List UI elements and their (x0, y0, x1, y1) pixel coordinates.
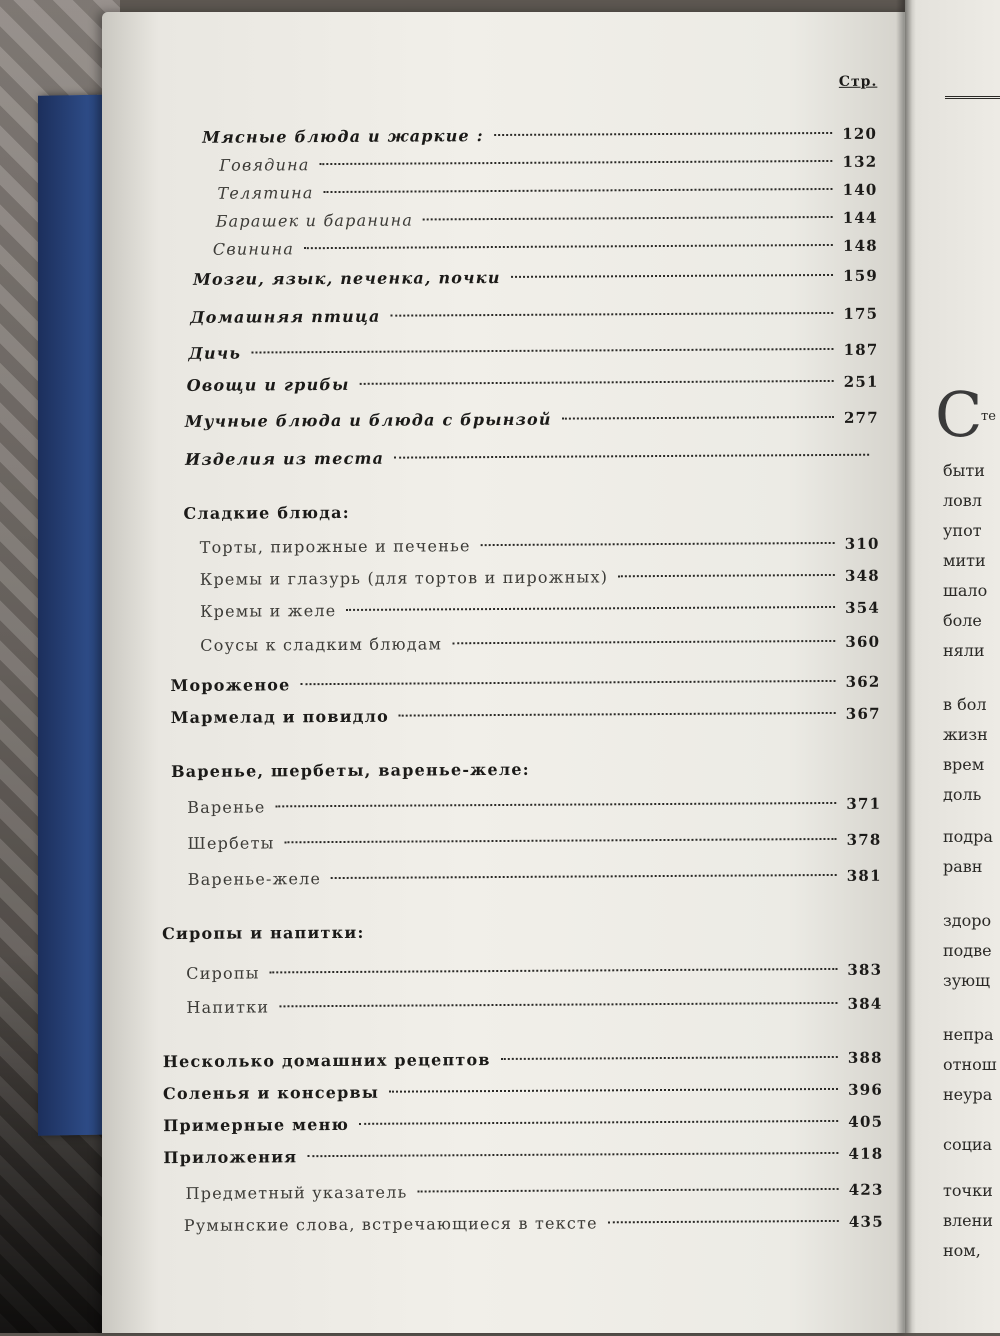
toc-entry-label: Дичь (188, 343, 242, 363)
dot-leader (346, 606, 835, 611)
toc-entry-label: Овощи и грибы (186, 374, 350, 395)
toc-entry-label: Домашняя птица (190, 306, 381, 327)
dot-leader (494, 132, 832, 136)
text-fragment: влени (943, 1211, 993, 1230)
toc-entry-meat (202, 124, 877, 154)
dot-leader (452, 640, 835, 644)
text-fragment: шало (943, 581, 988, 600)
toc-entry-home-recipes (163, 1048, 883, 1078)
toc-entry-pickles (163, 1080, 883, 1110)
text-fragment: жизн (943, 725, 988, 744)
toc-entry-label: Приложения (163, 1147, 298, 1168)
toc-entry-label: Варенье-желе (187, 869, 322, 889)
text-fragment: подве (943, 941, 992, 960)
toc-entry-beef (219, 152, 877, 182)
toc-entry-label: Сиропы (186, 963, 260, 983)
dot-leader (251, 348, 833, 354)
text-fragment: мити (943, 551, 986, 570)
toc-entry-page: 360 (845, 632, 881, 651)
dot-leader (562, 416, 834, 420)
toc-entry-page: 175 (843, 304, 879, 323)
toc-entry-lamb (216, 208, 878, 238)
toc-entry-page: 384 (847, 994, 883, 1013)
toc-entry-page: 367 (845, 704, 881, 723)
toc-entry-game (188, 340, 878, 370)
page-column-header: Стр. (838, 73, 878, 90)
toc-entry-syrups (186, 960, 882, 990)
text-fragment: ном, (943, 1241, 981, 1260)
toc-entry-page: 144 (842, 208, 878, 227)
toc-entry-cakes (200, 534, 880, 564)
dot-leader (394, 454, 869, 459)
dot-leader (389, 1088, 838, 1093)
toc-entry-page: 277 (843, 408, 879, 427)
dot-leader (608, 1220, 839, 1223)
toc-entry-page: 418 (848, 1144, 884, 1163)
text-fragment: неура (943, 1085, 993, 1104)
toc-entry-label: Мозги, язык, печенка, почки (192, 267, 501, 289)
dot-leader (324, 188, 833, 193)
text-fragment: непра (943, 1025, 994, 1044)
toc-entry-page: 381 (846, 866, 882, 885)
dot-leader (307, 1152, 838, 1157)
toc-entry-page: 435 (848, 1212, 884, 1231)
toc-entry-page: 371 (846, 794, 882, 813)
dot-leader (501, 1056, 838, 1060)
toc-entry-label: Телятина (217, 183, 314, 203)
dot-leader (304, 244, 833, 249)
toc-entry-offal (193, 266, 878, 296)
text-fragment: доль (943, 785, 982, 804)
toc-entry-sherbets (187, 830, 881, 860)
dot-leader (285, 838, 837, 843)
toc-entry-page: 378 (846, 830, 882, 849)
dot-leader (300, 680, 835, 685)
toc-entry-romanian-words (184, 1212, 884, 1242)
text-fragment: боле (943, 611, 982, 630)
text-fragment: здоро (943, 911, 992, 930)
toc-entry-label: Мясные блюда и жаркие : (202, 126, 484, 147)
toc-entry-poultry (190, 304, 878, 334)
toc-entry-label: Изделия из теста (185, 448, 385, 469)
dot-leader (511, 274, 833, 278)
section-heading-sweets: Сладкие блюда: (183, 502, 350, 523)
dot-leader (276, 802, 837, 807)
toc-entry-vegetables (187, 372, 879, 402)
toc-entry-label: Торты, пирожные и печенье (199, 536, 471, 557)
drop-cap: С (935, 378, 983, 451)
dot-leader (423, 216, 833, 221)
dot-leader (359, 1120, 838, 1125)
toc-entry-page: 405 (848, 1112, 884, 1131)
toc-entry-page: 423 (848, 1180, 884, 1199)
toc-entry-sample-menus (163, 1112, 883, 1142)
text-fragment: равн (943, 857, 983, 876)
toc-entry-label: Барашек и баранина (215, 210, 414, 231)
dot-leader (391, 312, 834, 317)
toc-entry-label: Примерные меню (163, 1114, 350, 1136)
toc-entry-label: Несколько домашних рецептов (162, 1050, 491, 1072)
toc-entry-page: 140 (842, 180, 878, 199)
toc-entry-page: 159 (843, 266, 879, 285)
toc-entry-label: Свинина (212, 239, 295, 259)
toc-entry-label: Соленья и консервы (162, 1082, 380, 1104)
toc-entry-label: Предметный указатель (185, 1182, 408, 1203)
toc-entry-label: Кремы и желе (200, 600, 337, 621)
text-fragment: социа (943, 1135, 993, 1154)
dot-leader (270, 968, 838, 973)
toc-entry-ice-cream (170, 672, 880, 702)
toc-entry-subject-index (186, 1180, 884, 1210)
toc-entry-page: 354 (845, 598, 881, 617)
toc-entry-page: 396 (848, 1080, 884, 1099)
text-fragment: врем (943, 755, 985, 774)
toc-entry-page: 132 (842, 152, 878, 171)
right-page-text (935, 0, 1000, 1333)
toc-entry-label: Шербеты (187, 833, 275, 853)
dot-leader (331, 874, 837, 879)
toc-entry-jam (187, 794, 881, 824)
drop-cap-continuation: те (981, 409, 996, 424)
toc-entry-veal (217, 180, 877, 210)
toc-entry-flour-dishes (185, 408, 879, 438)
toc-entry-page: 310 (844, 534, 880, 553)
section-heading-jams: Варенье, шербеты, варенье-желе: (170, 759, 530, 782)
toc-entry-page: 251 (843, 372, 879, 391)
text-fragment: няли (943, 641, 985, 660)
toc-entry-pork (213, 236, 878, 266)
toc-entry-pastry (185, 446, 879, 476)
dot-leader (618, 574, 835, 577)
toc-entry-page: 348 (844, 566, 880, 585)
toc-entry-creams-glaze (200, 566, 880, 596)
toc-entry-label: Напитки (186, 997, 270, 1017)
text-fragment: подра (943, 827, 993, 846)
section-heading-syrups: Сиропы и напитки: (161, 922, 365, 944)
text-fragment: зующ (943, 971, 990, 990)
toc-entry-page: 362 (845, 672, 881, 691)
toc-entry-creams-jelly (200, 598, 880, 628)
toc-entry-label: Соусы к сладким блюдам (200, 634, 443, 655)
toc-entry-page: 383 (847, 960, 883, 979)
toc-entry-sweet-sauces (200, 632, 880, 662)
text-fragment: быти (943, 461, 985, 480)
text-fragment: в бол (943, 695, 987, 714)
dot-leader (360, 380, 834, 385)
toc-entry-label: Мармелад и повидло (170, 706, 390, 728)
toc-entry-appendices (163, 1144, 883, 1174)
toc-entry-label: Кремы и глазурь (для тортов и пирожных) (199, 567, 609, 589)
text-fragment: отнош (943, 1055, 997, 1074)
toc-entry-marmalade (171, 704, 881, 734)
toc-entry-page: 148 (842, 236, 878, 255)
toc-entry-page: 388 (847, 1048, 883, 1067)
toc-entry-label: Мороженое (170, 675, 291, 696)
dot-leader (320, 160, 833, 165)
toc-entry-page: 120 (842, 124, 878, 143)
text-fragment: упот (943, 521, 982, 540)
toc-entry-drinks (186, 994, 882, 1024)
header-rule (945, 96, 1000, 99)
toc-entry-label: Говядина (219, 155, 310, 175)
toc-entry-jam-jelly (188, 866, 882, 896)
dot-leader (399, 712, 836, 717)
toc-entry-page: 187 (843, 340, 879, 359)
toc-entry-label: Мучные блюда и блюда с брынзой (184, 409, 552, 431)
text-fragment: точки (943, 1181, 993, 1200)
dot-leader (417, 1188, 838, 1193)
toc-entry-label: Варенье (187, 797, 266, 817)
text-fragment: ловл (943, 491, 982, 510)
dot-leader (279, 1002, 837, 1007)
dot-leader (481, 542, 835, 546)
toc-entry-label: Румынские слова, встречающиеся в тексте (183, 1213, 598, 1235)
